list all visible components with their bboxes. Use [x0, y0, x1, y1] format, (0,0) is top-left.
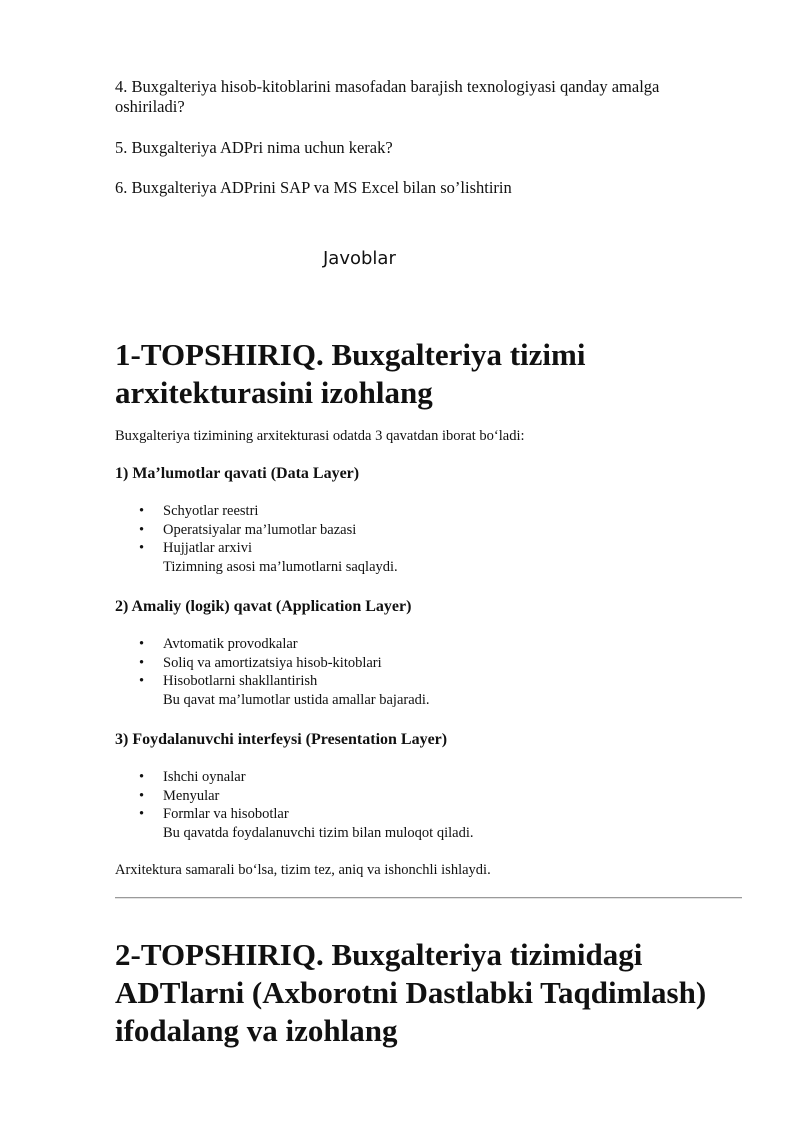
task-1-title-line-1: 1-TOPSHIRIQ. Buxgalteriya tizimi: [115, 337, 586, 372]
task-1-intro: Buxgalteriya tizimining arxitekturasi odatda 3 qavatdan iborat bo‘ladi:: [115, 428, 525, 444]
list-item-text: Operatsiyalar ma’lumotlar bazasi: [163, 521, 357, 538]
list-item: [115, 654, 430, 673]
list-item: [115, 502, 398, 521]
layer-3-list: [115, 768, 473, 842]
question-6: 6. Buxgalteriya ADPrini SAP va MS Excel bilan so’lishtirin: [115, 178, 512, 197]
bullet-icon: •: [139, 787, 145, 804]
list-item-text: Menyular: [163, 787, 220, 804]
layer-2-note: Bu qavat ma’lumotlar ustida amallar bajaradi.: [163, 691, 430, 708]
horizontal-divider: [115, 897, 742, 899]
bullet-icon: •: [139, 769, 145, 785]
list-item: [115, 787, 473, 806]
list-item: [115, 539, 398, 576]
task-2-title: [115, 936, 755, 1050]
task-2-title-line-2: ADTlarni (Axborotni Dastlabki Taqdimlash): [115, 975, 707, 1010]
layer-1-list: [115, 502, 398, 576]
question-4-line-1: 4. Buxgalteriya hisob-kitoblarini masofadan barajish texnologiyasi qanday amalga: [115, 77, 660, 96]
list-item-text: Hisobotlarni shakllantirish: [163, 673, 318, 689]
bullet-icon: •: [139, 673, 145, 689]
list-item: [115, 805, 473, 842]
bullet-icon: •: [139, 503, 145, 519]
bullet-icon: •: [139, 540, 145, 556]
list-item-text: Hujjatlar arxivi: [163, 540, 252, 556]
layer-1-note: Tizimning asosi ma’lumotlarni saqlaydi.: [163, 558, 398, 575]
answers-heading: Javoblar: [323, 248, 396, 269]
list-item-text: Formlar va hisobotlar: [163, 806, 289, 822]
bullet-icon: •: [139, 636, 145, 652]
layer-2-list: [115, 635, 430, 709]
layer-1-heading: 1) Ma’lumotlar qavati (Data Layer): [115, 465, 360, 482]
task-1-conclusion: Arxitektura samarali bo‘lsa, tizim tez, aniq va ishonchli ishlaydi.: [115, 862, 491, 878]
question-4-line-2: oshiriladi?: [115, 97, 185, 116]
list-item: [115, 635, 430, 654]
task-2-title-line-3: ifodalang va izohlang: [115, 1013, 398, 1048]
layer-3-heading: 3) Foydalanuvchi interfeysi (Presentation Layer): [115, 731, 448, 748]
task-1-title: [115, 336, 755, 412]
question-4: [115, 77, 735, 117]
bullet-icon: •: [139, 654, 145, 671]
list-item-text: Soliq va amortizatsiya hisob-kitoblari: [163, 654, 382, 671]
layer-3-note: Bu qavatda foydalanuvchi tizim bilan muloqot qiladi.: [163, 824, 474, 841]
list-item: [115, 672, 430, 709]
list-item-text: Ishchi oynalar: [163, 769, 246, 785]
list-item: [115, 768, 473, 787]
task-1-title-line-2: arxitekturasini izohlang: [115, 375, 433, 410]
list-item: [115, 521, 398, 540]
question-5: 5. Buxgalteriya ADPri nima uchun kerak?: [115, 138, 393, 157]
bullet-icon: •: [139, 521, 145, 538]
layer-2-heading: 2) Amaliy (logik) qavat (Application Layer): [115, 598, 412, 615]
task-2-title-line-1: 2-TOPSHIRIQ. Buxgalteriya tizimidagi: [115, 937, 643, 972]
bullet-icon: •: [139, 806, 145, 822]
list-item-text: Avtomatik provodkalar: [163, 636, 298, 652]
list-item-text: Schyotlar reestri: [163, 503, 259, 519]
